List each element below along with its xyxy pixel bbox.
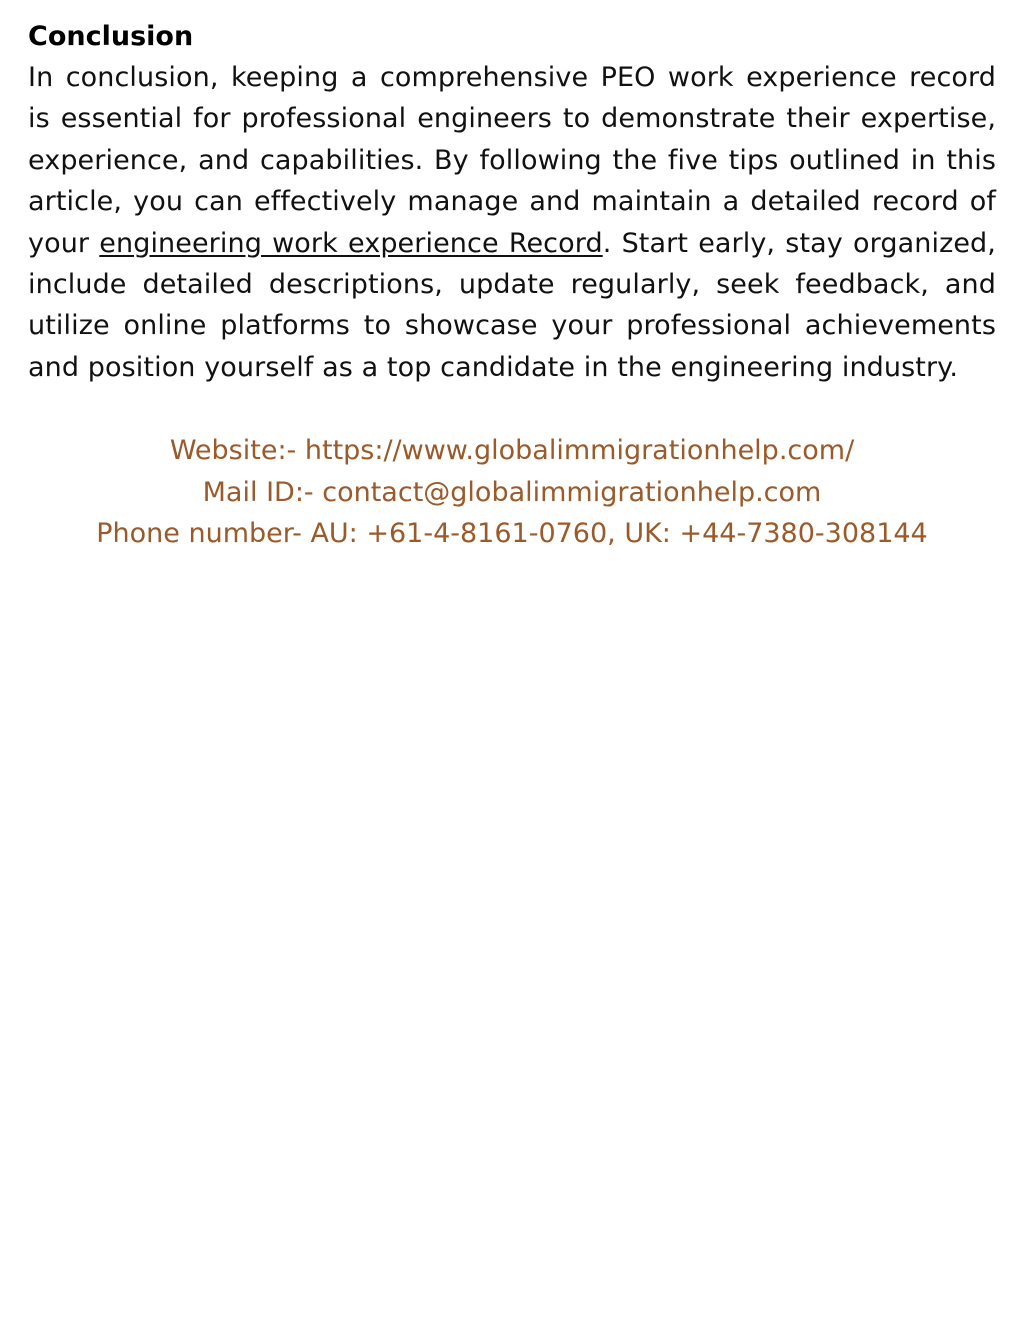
phone-line: Phone number- AU: +61-4-8161-0760, UK: +44-7380-308144: [96, 518, 928, 550]
contact-block: [28, 430, 996, 554]
engineering-work-experience-link[interactable]: engineering work experience Record: [99, 227, 603, 259]
section-heading: Conclusion: [28, 21, 194, 52]
document-page: [28, 16, 996, 554]
conclusion-paragraph: [28, 57, 996, 388]
paragraph-text-end: . Start early, stay organized, include detailed descriptions, update regularly, seek feedback, and utilize online platforms to showcase your professional achievements and position yourself as a top candidate in the engineering industry.: [28, 227, 996, 383]
paragraph-text-start: In conclusion, keeping a comprehensive PEO work experience record is essential for professional engineers to demonstrate their expertise, experience, and capabilities. By following the five tips outlined in this article, you can effectively manage and maintain a detailed record of your: [28, 62, 996, 259]
mail-line[interactable]: Mail ID:- contact@globalimmigrationhelp.com: [202, 476, 822, 508]
website-line[interactable]: Website:- https://www.globalimmigrationhelp.com/: [169, 435, 855, 467]
